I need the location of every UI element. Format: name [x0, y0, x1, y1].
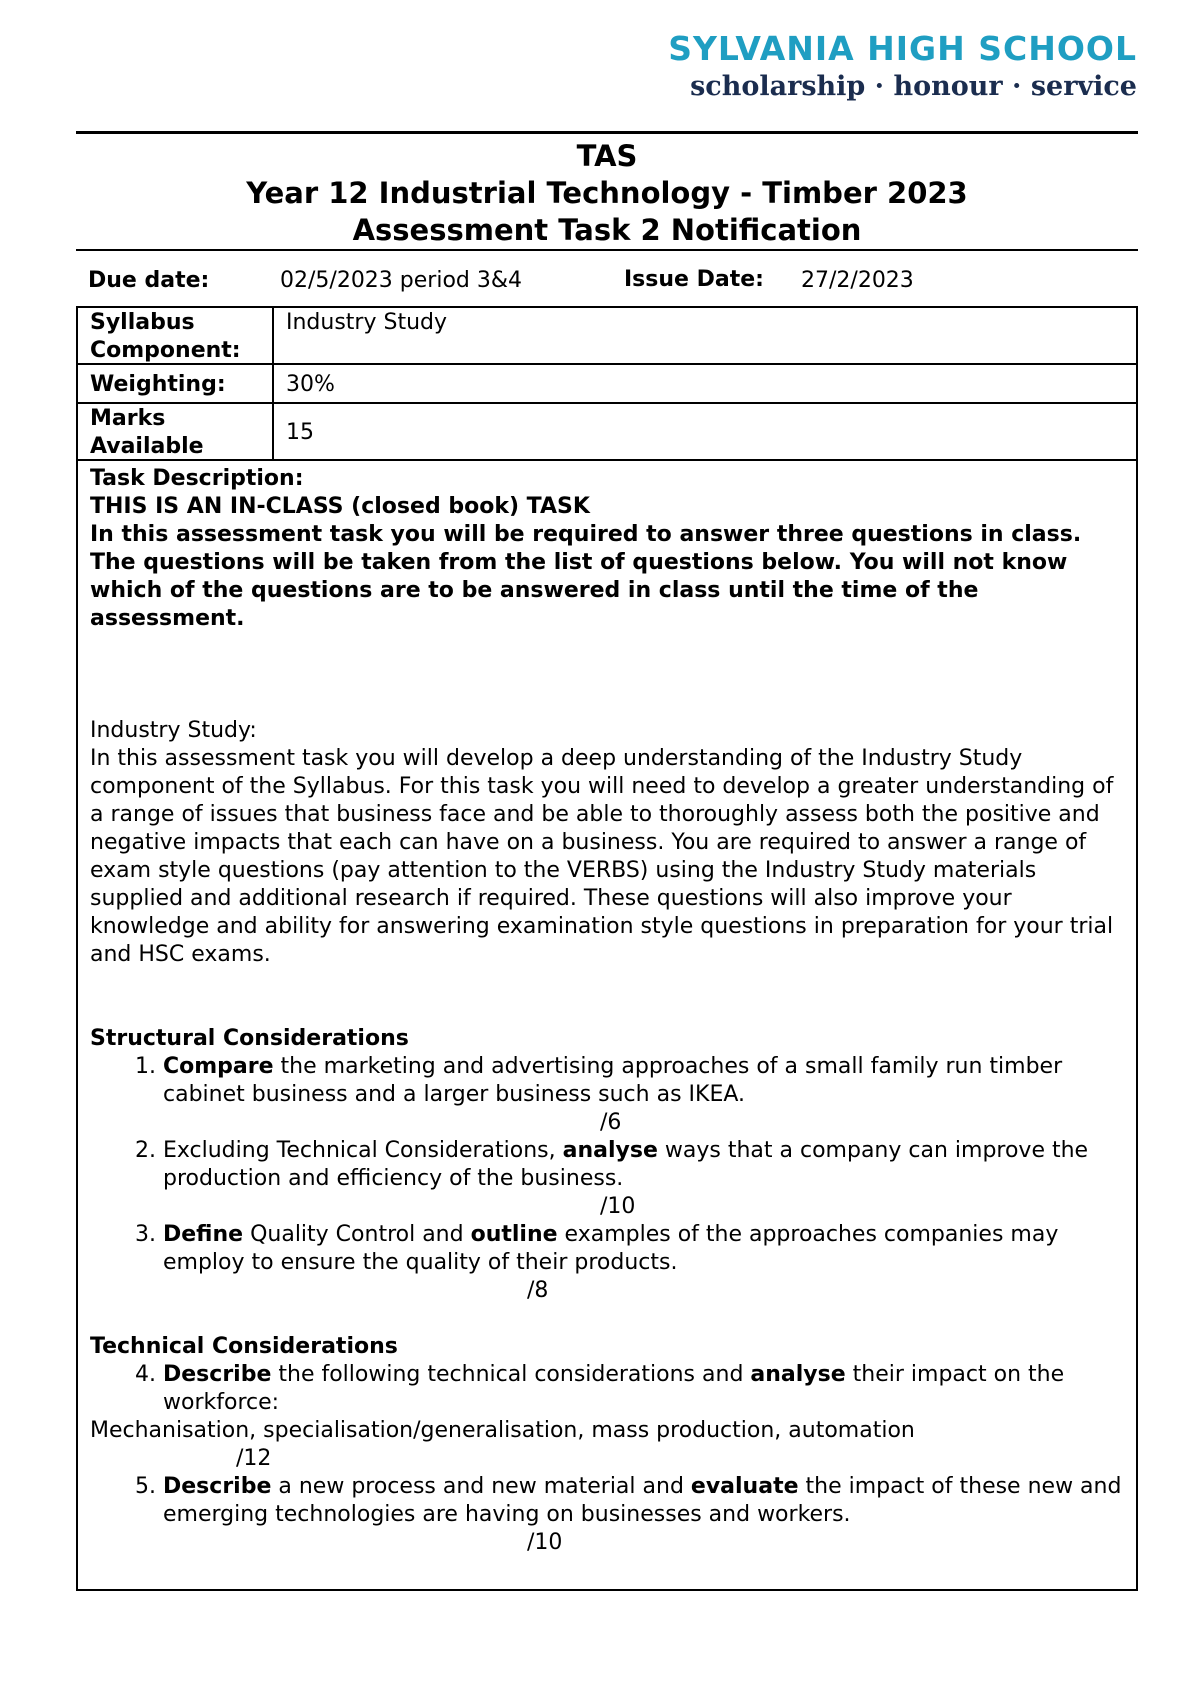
- issue-date-value: 27/2/2023: [801, 267, 914, 293]
- question-5-marks: /10: [527, 1530, 563, 1555]
- question-3: 3. Define Quality Control and outline examples of the approaches companies may employ to ensure the quality of their products. /8: [163, 1221, 1124, 1305]
- header-rule-top: [76, 131, 1138, 134]
- marks-row: [78, 404, 1136, 461]
- weighting-row: [78, 365, 1136, 404]
- question-1: 1. Compare the marketing and advertising approaches of a small family run timber cabinet business and a larger business such as IKEA. /6: [163, 1053, 1124, 1137]
- marks-value: 15: [286, 420, 314, 445]
- structural-heading: Structural Considerations: [90, 1026, 409, 1051]
- task-instructions: In this assessment task you will be required to answer three questions in class. The questions will be taken from the list of questions below. You will not know which of the questions are to be answered in class until the time of the assessment.: [90, 522, 1082, 631]
- syllabus-value: Industry Study: [286, 310, 448, 335]
- title-course: Year 12 Industrial Technology - Timber 2023: [246, 176, 968, 210]
- question-1-marks: /6: [600, 1110, 622, 1135]
- task-description: [78, 461, 1136, 1561]
- technical-heading: Technical Considerations: [90, 1334, 398, 1359]
- industry-body: In this assessment task you will develop a deep understanding of the Industry Study component of the Syllabus. For this task you will need to develop a greater understanding of a range of issues that business face and be able to thoroughly assess both the positive and negative impacts that each can have on a business. You are required to answer a range of exam style questions (pay attention to the VERBS) using the Industry Study materials supplied and additional research if required. These questions will also improve your knowledge and ability for answering examination style questions in preparation for your trial and HSC exams.: [90, 746, 1114, 967]
- school-name: SYLVANIA HIGH SCHOOL: [668, 29, 1137, 68]
- school-motto: scholarship · honour · service: [690, 71, 1137, 102]
- question-4-list: Mechanisation, specialisation/generalisation, mass production, automation: [90, 1418, 915, 1443]
- issue-date-label: Issue Date:: [624, 267, 764, 292]
- question-4-marks: /12: [236, 1446, 272, 1471]
- question-3-marks: /8: [527, 1278, 549, 1303]
- document-header: [76, 131, 1138, 309]
- syllabus-row: [78, 308, 1136, 365]
- school-logo: [668, 30, 1137, 104]
- title-tas: TAS: [576, 139, 638, 173]
- industry-heading: Industry Study:: [90, 718, 257, 743]
- structural-questions: [90, 1053, 1124, 1305]
- weighting-value: 30%: [286, 372, 335, 397]
- syllabus-label: Syllabus Component:: [78, 308, 274, 363]
- technical-questions-cont: [90, 1473, 1124, 1557]
- title-task: Assessment Task 2 Notification: [352, 213, 862, 247]
- due-date-label: Due date:: [88, 267, 210, 293]
- technical-questions: [90, 1361, 1124, 1417]
- weighting-label: Weighting:: [78, 365, 274, 402]
- due-date-value: 02/5/2023 period 3&4: [280, 267, 523, 293]
- question-2-marks: /10: [600, 1194, 636, 1219]
- marks-label: Marks Available: [78, 404, 274, 459]
- question-2: 2. Excluding Technical Considerations, analyse ways that a company can improve the production and efficiency of the business. /10: [163, 1137, 1124, 1221]
- question-5: 5. Describe a new process and new material and evaluate the impact of these new and emerging technologies are having on businesses and workers. /10: [163, 1473, 1124, 1557]
- dates-row: [76, 251, 1138, 309]
- question-4: 4. Describe the following technical considerations and analyse their impact on the workforce:: [163, 1361, 1124, 1417]
- task-table: [76, 306, 1138, 1591]
- inclass-notice: THIS IS AN IN-CLASS (closed book) TASK: [90, 494, 590, 519]
- task-heading: Task Description:: [90, 466, 304, 491]
